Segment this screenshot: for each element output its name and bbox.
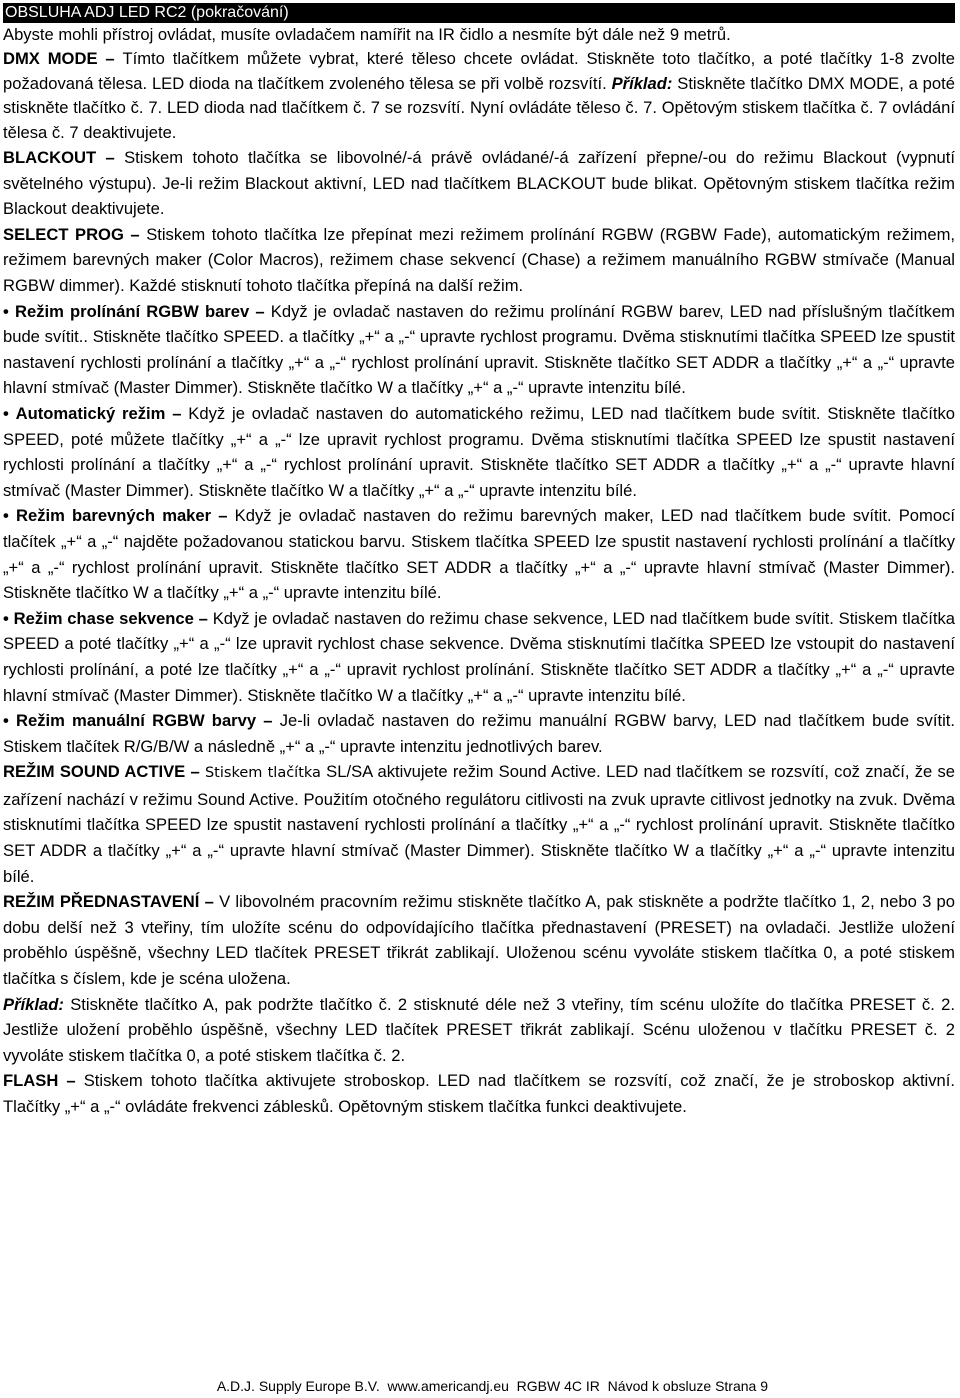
mode-item-chase — [3, 606, 955, 708]
mode-text: Když je ovladač nastaven do režimu prolínání RGBW barev, LED nad příslušným tlačítkem bude svítit.. Stiskněte tlačítko SPEED. a tlačítky „+“ a „-“ upravte rychlost programu. Dvěma stisknutími tlačítka SPEED lze spustit nastavení rychlosti prolínání a tlačítky „+“ a „-“ rychlost prolínání upravit. Stiskněte tlačítko SET ADDR a tlačítky „+“ a „-“ upravte hlavní stmívač (Master Dimmer). Stiskněte tlačítko W a tlačítky „+“ a „-“ upravte intenzitu bílé. — [3, 301, 955, 398]
bullet-icon: • — [3, 506, 9, 526]
mode-text: Když je ovladač nastaven do režimu barevných maker, LED nad tlačítkem bude svítit. Pomocí tlačítek „+“ a „-“ najděte požadovanou statickou barvu. Stiskem tlačítka SPEED lze spustit nastavení rychlosti prolínání a tlačítky „+“ a „-“ rychlost prolínání upravit. Stiskněte tlačítko SET ADDR a tlačítky „+“ a „-“ upravte hlavní stmívač (Master Dimmer). Stiskněte tlačítko W a tlačítky „+“ a „-“ upravte intenzitu bílé. — [3, 506, 955, 603]
sound-active-text: SL/SA aktivujete režim Sound Active. LED nad tlačítkem se rozsvítí, což značí, že se zařízení nachází v režimu Sound Active. Použitím otočného regulátoru citlivosti na zvuk upravte citlivost jednotky na zvuk. Dvěma stisknutími tlačítka SPEED lze spustit nastavení rychlosti prolínání a tlačítky „+“ a „-“ rychlost prolínání upravit. Stiskněte tlačítko SET ADDR a tlačítky „+“ a „-“ upravte hlavní stmívač (Master Dimmer). Stiskněte tlačítko W a tlačítky „+“ a „-“ upravte intenzitu bílé. — [3, 762, 956, 886]
select-prog-paragraph — [3, 222, 955, 299]
mode-label: Režim prolínání RGBW barev — [14, 301, 250, 321]
mode-dash: – — [256, 711, 280, 731]
bullet-icon: • — [3, 301, 9, 321]
page-title: OBSLUHA ADJ LED RC2 (pokračování) — [3, 3, 955, 23]
preset-example-label: Příklad: — [3, 994, 64, 1014]
preset-label: REŽIM PŘEDNASTAVENÍ — [3, 892, 200, 912]
mode-dash: – — [193, 608, 213, 628]
mode-text: Když je ovladač nastaven do režimu chase sekvence, LED nad tlačítkem bude svítit. Stiskem tlačítka SPEED a poté tlačítky „+“ a „-“ lze upravit rychlost chase sekvence. Dvěma stisknutími tlačítka SPEED lze vstoupit do nastavení rychlosti prolínání, a poté lze tlačítky „+“ a „-“ upravit rychlost prolínání. Stiskněte tlačítko SET ADDR a tlačítky „+“ a „-“ upravte hlavní stmívač (Master Dimmer). Stiskněte tlačítko W a tlačítky „+“ a „-“ upravte intenzitu bílé. — [3, 608, 955, 705]
flash-text: Stiskem tohoto tlačítka aktivujete stroboskop. LED nad tlačítkem se rozsvítí, což značí, že je stroboskop aktivní. Tlačítky „+“ a „-“ ovládáte frekvenci záblesků. Opětovným stiskem tlačítka funkci deaktivujete. — [3, 1071, 955, 1116]
preset-paragraph — [3, 889, 955, 991]
dmx-mode-dash: – — [97, 49, 123, 69]
bullet-icon: • — [3, 608, 9, 628]
preset-dash: – — [199, 892, 220, 912]
dmx-example-label: Příklad: — [611, 73, 673, 93]
mode-text: Když je ovladač nastaven do automatického režimu, LED nad tlačítkem bude svítit. Stiskněte tlačítko SPEED, poté můžete tlačítky „+“ a „-“ lze upravit rychlost programu. Dvěma stisknutími tlačítka SPEED lze spustit nastavení rychlosti prolínání a tlačítky „+“ a „-“ rychlost prolínání upravit. Stiskněte tlačítko SET ADDR a tlačítky „+“ a „-“ upravte hlavní stmívač (Master Dimmer). Stiskněte tlačítko W a tlačítky „+“ a „-“ upravte intenzitu bílé. — [3, 403, 955, 500]
sound-active-label: REŽIM SOUND ACTIVE — [3, 762, 186, 782]
mode-dash: – — [249, 301, 271, 321]
sound-active-dash: – — [185, 762, 205, 782]
blackout-paragraph — [3, 145, 955, 222]
mode-label: Režim barevných maker — [15, 506, 212, 526]
sound-active-narrow-text: Stiskem tlačítka — [204, 765, 321, 782]
dmx-mode-label: DMX MODE — [3, 49, 98, 69]
select-prog-text: Stiskem tohoto tlačítka lze přepínat mezi režimem prolínání RGBW (RGBW Fade), automatickým režimem, režimem barevných maker (Color Macros), režimem chase sekvencí (Chase) a režimem manuálního RGBW stmívače (Manual RGBW dimmer). Každé stisknutí tohoto tlačítka přepíná na další režim. — [3, 224, 956, 295]
dmx-example-text: Stiskněte tlačítko DMX MODE, a poté stiskněte tlačítko č. 7. LED dioda nad tlačítkem č. 7 se rozsvítí. Nyní ovládáte těleso č. 7. Opětovým stiskem tlačítka č. 7 ovládání tělesa č. 7 deaktivujete. — [3, 73, 955, 142]
flash-label: FLASH — [3, 1071, 59, 1091]
mode-item-manual-rgbw — [3, 708, 955, 759]
intro-paragraph: Abyste mohli přístroj ovládat, musíte ovladačem namířit na IR čidlo a nesmíte být dále než 9 metrů. — [3, 25, 731, 44]
flash-dash: – — [58, 1071, 84, 1091]
select-prog-label: SELECT PROG — [3, 224, 124, 244]
mode-text: Je-li ovladač nastaven do režimu manuální RGBW barvy, LED nad tlačítkem bude svítit. Stiskem tlačítek R/G/B/W a následně „+“ a „-“ upravte intenzitu jednotlivých barev. — [3, 711, 955, 756]
dmx-mode-text: Tímto tlačítkem můžete vybrat, které těleso chcete ovládat. Stiskněte toto tlačítko, a poté tlačítky 1-8 zvolte požadovaná tělesa. LED dioda na tlačítkem zvoleného tělesa se při volbě rozsvítí. — [3, 49, 956, 93]
blackout-text: Stiskem tohoto tlačítka se libovolné/-á právě ovládané/-á zařízení přepne/-ou do režimu Blackout (vypnutí světelného výstupu). Je-li režim Blackout aktivní, LED nad tlačítkem BLACKOUT bude blikat. Opětovným stiskem tlačítka režim Blackout deaktivujete. — [3, 148, 955, 219]
preset-text: V libovolném pracovním režimu stiskněte tlačítko A, pak stiskněte a podržte tlačítko 1, 2, nebo 3 po dobu delší než 3 vteřiny, tím uložíte scénu do odpovídajícího tlačítka přednastavení (PRESET) na ovladači. Jestliže uložení proběhlo úspěšně, všechny LED tlačítek PRESET třikrát zablikají. Uloženou scénu vyvoláte stiskem tlačítka 0, a poté stiskem tlačítka s číslem, kde je scéna uložena. — [3, 892, 955, 989]
select-prog-dash: – — [123, 224, 147, 244]
mode-dash: – — [165, 403, 189, 423]
preset-example-paragraph — [3, 992, 955, 1069]
mode-label: Režim chase sekvence — [13, 608, 194, 628]
mode-item-color-macros — [3, 503, 955, 605]
bullet-icon: • — [3, 403, 9, 423]
mode-item-auto — [3, 401, 955, 503]
main-content — [3, 47, 955, 1119]
mode-label: Režim manuální RGBW barvy — [16, 711, 257, 731]
mode-dash: – — [211, 506, 235, 526]
blackout-dash: – — [96, 148, 125, 168]
intro-section — [3, 23, 955, 47]
footer-text: A.D.J. Supply Europe B.V. www.americandj.eu RGBW 4C IR Návod k obsluze Strana 9 — [216, 1378, 768, 1394]
mode-label: Automatický režim — [15, 403, 166, 423]
sound-active-paragraph — [3, 759, 955, 889]
preset-example-text: Stiskněte tlačítko A, pak podržte tlačítko č. 2 stisknuté déle než 3 vteřiny, tím scénu uložíte do tlačítka PRESET č. 2. Jestliže uložení proběhlo úspěšně, všechny LED tlačítek PRESET třikrát zablikají. Scénu uloženou v tlačítku PRESET č. 2 vyvoláte stiskem tlačítka 0, a poté stiskem tlačítka č. 2. — [3, 994, 955, 1065]
dmx-mode-paragraph — [3, 47, 955, 145]
bullet-icon: • — [3, 711, 9, 731]
page-footer — [0, 1378, 960, 1394]
manual-page — [3, 3, 955, 1120]
blackout-label: BLACKOUT — [3, 148, 97, 168]
flash-paragraph — [3, 1068, 955, 1119]
mode-item-rgbw-fade — [3, 299, 955, 401]
